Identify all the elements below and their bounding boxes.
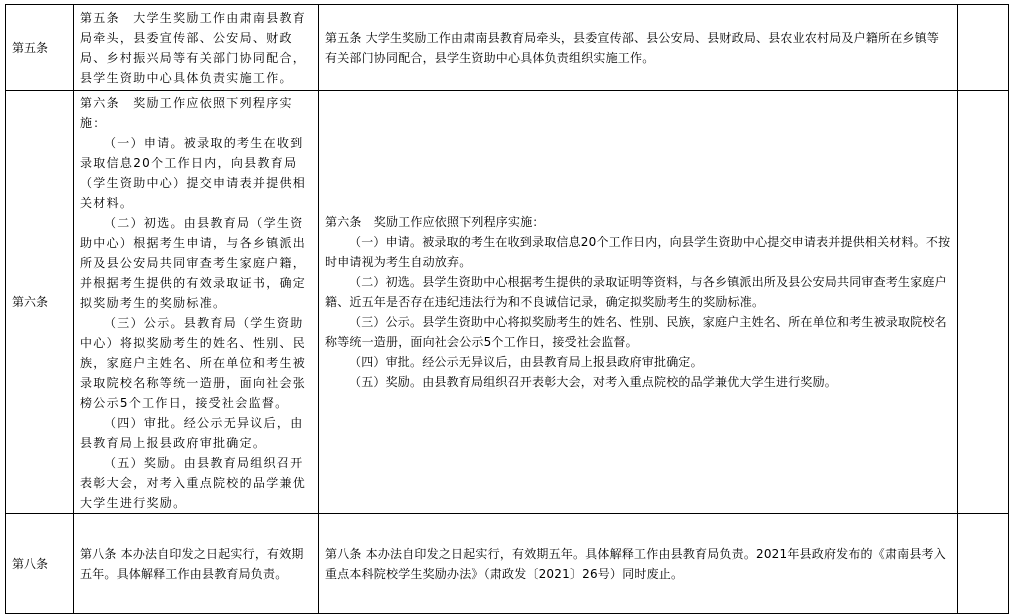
paragraph: （一）申请。被录取的考生在收到录取信息20个工作日内，向县学生资助中心提交申请表并提供相关材料。不按时申请视为考生自动放弃。 <box>325 235 951 269</box>
table-row <box>6 514 1009 614</box>
note-cell <box>958 514 1009 614</box>
paragraph: 第八条 本办法自印发之日起实行，有效期五年。具体解释工作由县教育局负责。 <box>80 546 304 581</box>
paragraph: 第五条 大学生奖励工作由肃南县教育局牵头，县委宣传部、公安局、财政局、乡村振兴局等有关部门协同配合，县学生资助中心具体负责实施工作。 <box>80 10 307 85</box>
original-text <box>74 5 319 91</box>
revised-text <box>319 514 958 614</box>
table-row <box>6 91 1009 514</box>
paragraph: （四）审批。经公示无异议后，由县教育局上报县政府审批确定。 <box>349 355 703 369</box>
paragraph: 第八条 本办法自印发之日起实行，有效期五年。具体解释工作由县教育局负责。2021年县政府发布的《肃南县考入重点本科院校学生奖励办法》（肃政发〔2021〕26号）同时废止。 <box>325 546 946 581</box>
article-label: 第六条 <box>6 91 74 514</box>
table-row <box>6 5 1009 91</box>
paragraph: （二）初选。县学生资助中心根据考生提供的录取证明等资料，与各乡镇派出所及县公安局共同审查考生家庭户籍、近五年是否存在违纪违法行为和不良诚信记录，确定拟奖励考生的奖励标准。 <box>325 275 947 309</box>
original-text <box>74 514 319 614</box>
paragraph: （三）公示。县学生资助中心将拟奖励考生的姓名、性别、民族，家庭户主姓名、所在单位和考生被录取院校名称等统一造册，面向社会公示5个工作日，接受社会监督。 <box>325 315 947 349</box>
revised-text <box>319 91 958 514</box>
note-cell <box>958 5 1009 91</box>
paragraph: （一）申请。被录取的考生在收到录取信息20个工作日内，向县教育局（学生资助中心）提交申请表并提供相关材料。 <box>80 136 307 210</box>
paragraph: （四）审批。经公示无异议后，由县教育局上报县政府审批确定。 <box>80 416 304 450</box>
paragraph: 第五条 大学生奖励工作由肃南县教育局牵头，县委宣传部、县公安局、县财政局、县农业农村局及户籍所在乡镇等有关部门协同配合，县学生资助中心具体负责组织实施工作。 <box>325 30 940 65</box>
article-label: 第五条 <box>6 5 74 91</box>
article-label: 第八条 <box>6 514 74 614</box>
paragraph: （三）公示。县教育局（学生资助中心）将拟奖励考生的姓名、性别、民族，家庭户主姓名、所在单位和考生被录取院校名称等统一造册，面向社会张榜公示5个工作日，接受社会监督。 <box>80 316 307 410</box>
paragraph: （五）奖励。由县教育局组织召开表彰大会，对考入重点院校的品学兼优大学生进行奖励。 <box>80 456 307 510</box>
note-cell <box>958 91 1009 514</box>
paragraph: 第六条 奖励工作应依照下列程序实施： <box>80 96 293 130</box>
original-text <box>74 91 319 514</box>
paragraph: （五）奖励。由县教育局组织召开表彰大会，对考入重点院校的品学兼优大学生进行奖励。 <box>349 375 838 389</box>
revised-text <box>319 5 958 91</box>
paragraph: （二）初选。由县教育局（学生资助中心）根据考生申请，与各乡镇派出所及县公安局共同审查考生家庭户籍，并根据考生提供的有效录取证书，确定拟奖励考生的奖励标准。 <box>80 216 307 310</box>
paragraph: 第六条 奖励工作应依照下列程序实施： <box>325 215 545 229</box>
comparison-table <box>5 4 1009 614</box>
